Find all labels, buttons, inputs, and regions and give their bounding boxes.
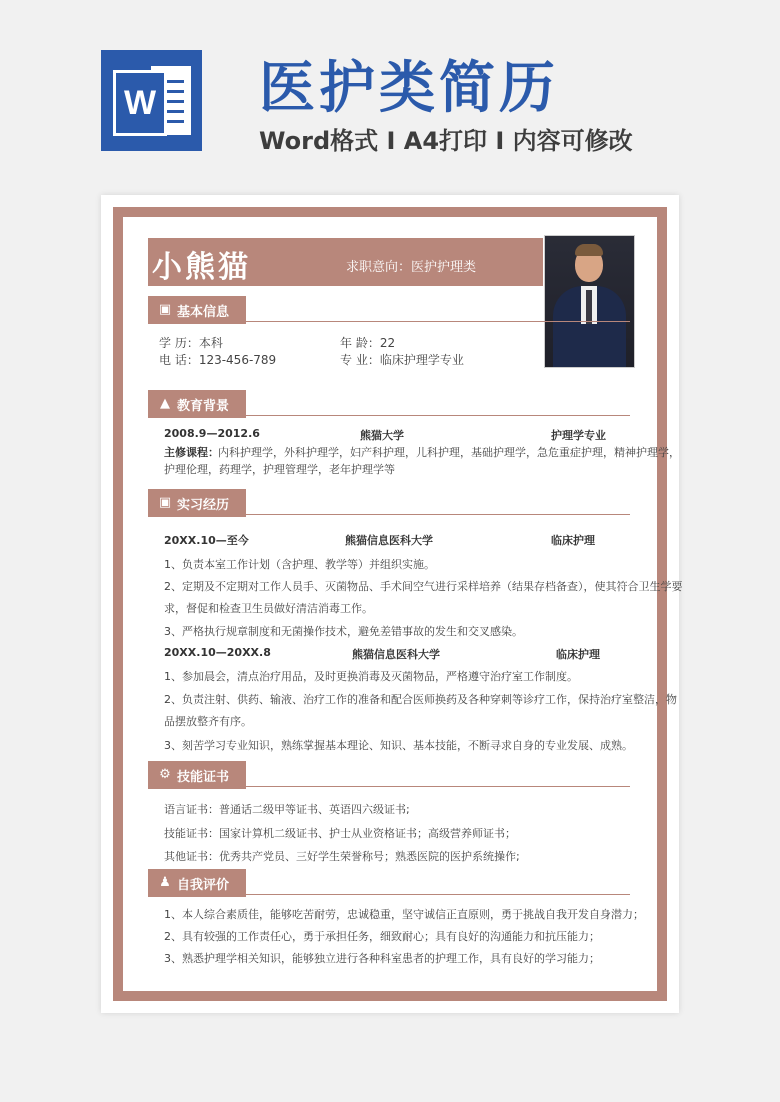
courses-line: 护理伦理，药理学，护理管理学，老年护理学等 <box>164 463 395 476</box>
phone: 电 话：123-456-789 <box>159 353 277 367</box>
briefcase-icon: ▣ <box>158 302 172 317</box>
gear-icon: ⚙ <box>159 767 171 782</box>
evaluation-item: 2、具有较强的工作责任心，勇于承担任务，细致耐心；具有良好的沟通能力和抗压能力； <box>164 930 600 943</box>
job-org: 熊猫信息医科大学 <box>352 648 440 661</box>
job-duty: 3、严格执行规章制度和无菌操作技术，避免差错事故的发生和交叉感染。 <box>164 625 523 638</box>
briefcase-icon: ▣ <box>158 495 172 510</box>
edu-period: 2008.9—2012.6 <box>164 427 260 440</box>
section-internship <box>148 489 246 517</box>
section-skills <box>148 761 246 789</box>
candidate-name: 小熊猫 <box>152 250 251 285</box>
evaluation-item: 1、本人综合素质佳，能够吃苦耐劳，忠诚稳重，坚守诚信正直原则，勇于挑战自我开发自身潜力； <box>164 908 644 921</box>
job-duty: 2、定期及不定期对工作人员手、灭菌物品、手术间空气进行采样培养（结果存档备查），使其符合卫生学要 <box>164 580 683 593</box>
age: 年 龄：22 <box>340 336 396 350</box>
evaluation-item: 3、熟悉护理学相关知识，能够独立进行各种科室患者的护理工作，具有良好的学习能力； <box>164 952 600 965</box>
divider <box>246 786 630 787</box>
skill-item: 技能证书：国家计算机二级证书、护士从业资格证书；高级营养师证书； <box>164 827 516 840</box>
divider <box>246 321 630 322</box>
education-level: 学 历：本科 <box>159 336 223 350</box>
banner-subtitle: Word格式 I A4打印 I 内容可修改 <box>259 127 633 155</box>
divider <box>246 415 630 416</box>
job-duty: 2、负责注射、供药、输液、治疗工作的准备和配合医师换药及各种穿刺等诊疗工作，保持治疗室整洁，物 <box>164 693 677 706</box>
section-title: 技能证书 <box>177 770 230 785</box>
banner-title: 医护类简历 <box>259 56 559 121</box>
skill-item: 其他证书：优秀共产党员、三好学生荣誉称号；熟悉医院的医护系统操作; <box>164 850 520 863</box>
divider <box>246 514 630 515</box>
person-icon: ♟ <box>159 875 171 890</box>
section-title: 基本信息 <box>177 305 230 320</box>
job-duty: 求，督促和检查卫生员做好清洁消毒工作。 <box>164 602 373 615</box>
word-letter: W <box>113 70 167 136</box>
profile-photo <box>544 235 635 368</box>
job-period: 20XX.10—至今 <box>164 534 249 547</box>
section-title: 教育背景 <box>177 399 230 414</box>
courses-label: 主修课程： <box>164 446 219 459</box>
section-title: 自我评价 <box>177 878 230 893</box>
edu-school: 熊猫大学 <box>360 429 404 442</box>
edu-major: 护理学专业 <box>551 429 606 442</box>
major: 专 业：临床护理学专业 <box>340 353 464 367</box>
section-title: 实习经历 <box>177 498 230 513</box>
skill-item: 语言证书：普通话二级甲等证书、英语四六级证书; <box>164 803 410 816</box>
section-basic-info <box>148 296 246 324</box>
job-duty: 品摆放整齐有序。 <box>164 715 252 728</box>
job-intent: 求职意向：医护护理类 <box>346 260 477 275</box>
job-org: 熊猫信息医科大学 <box>345 534 433 547</box>
divider <box>246 894 630 895</box>
job-role: 临床护理 <box>551 534 595 547</box>
section-self-evaluation <box>148 869 246 897</box>
job-duty: 1、负责本室工作计划（含护理、教学等）并组织实施。 <box>164 558 435 571</box>
word-logo-icon <box>101 50 202 151</box>
job-duty: 3、刻苦学习专业知识，熟练掌握基本理论、知识、基本技能，不断寻求自身的专业发展、成熟。 <box>164 739 633 752</box>
job-period: 20XX.10—20XX.8 <box>164 646 271 659</box>
job-role: 临床护理 <box>556 648 600 661</box>
courses-line: 内科护理学，外科护理学，妇产科护理，儿科护理，基础护理学，急危重症护理，精神护理学， <box>218 446 680 459</box>
job-duty: 1、参加晨会，清点治疗用品，及时更换消毒及灭菌物品，严格遵守治疗室工作制度。 <box>164 670 578 683</box>
graduation-cap-icon: ▲ <box>160 396 170 411</box>
section-education <box>148 390 246 418</box>
